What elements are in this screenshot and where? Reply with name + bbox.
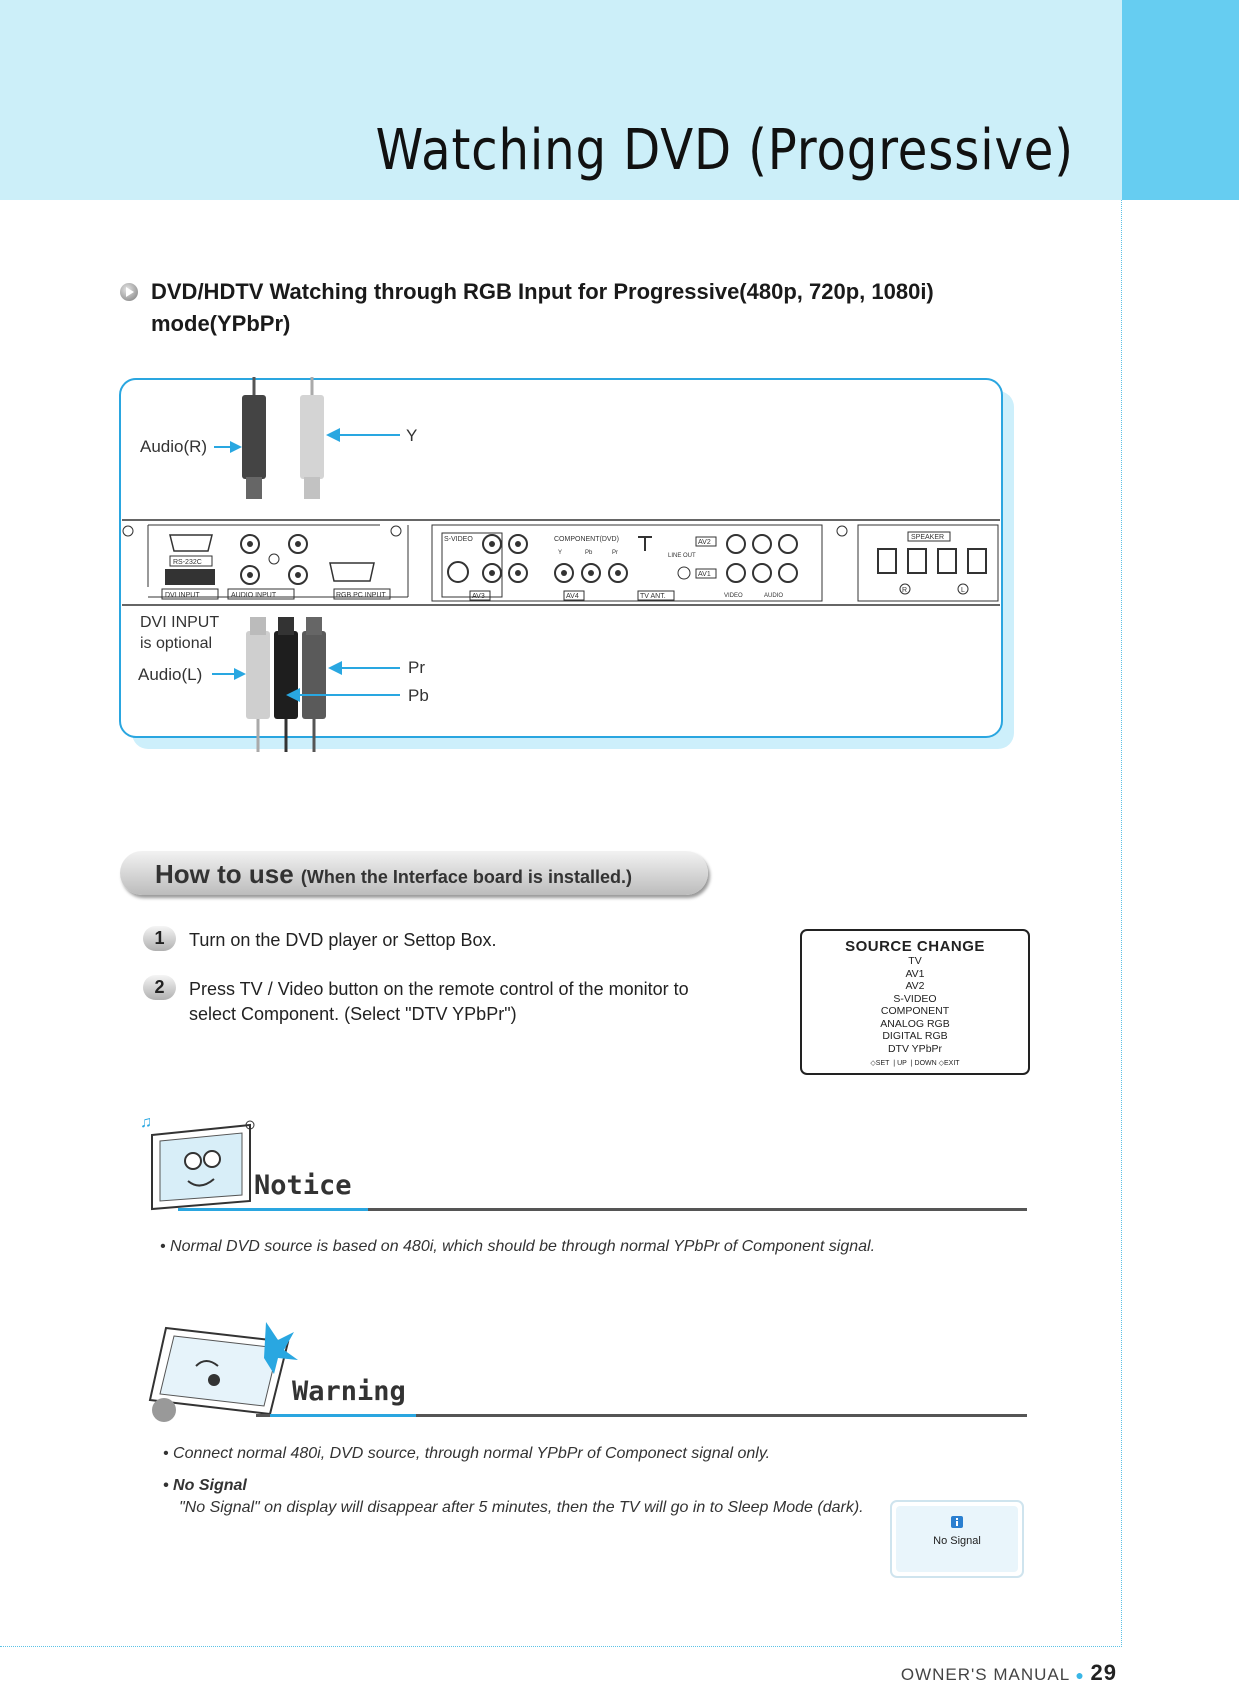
rs232c-label: RS-232C	[173, 559, 202, 566]
header-tab	[1122, 0, 1239, 200]
dvi-input-label: DVI INPUT	[140, 614, 220, 631]
pr-plug	[302, 631, 326, 719]
section-title: DVD/HDTV Watching through RGB Input for Progressive(480p, 720p, 1080i) mode(YPbPr)	[151, 279, 934, 336]
page-footer	[901, 1660, 1117, 1686]
dvi-input-port-label: DVI INPUT	[165, 592, 200, 599]
warning-text-1: • Connect normal 480i, DVD source, through normal YPbPr of Componect signal only.	[163, 1445, 771, 1462]
warning-no-signal-heading: • No Signal	[163, 1477, 247, 1494]
audio-r-label: Audio(R)	[140, 437, 208, 456]
source-item: DTV YPbPr	[887, 1042, 943, 1055]
pb-plug	[274, 631, 298, 719]
source-change-title: SOURCE CHANGE	[845, 938, 985, 955]
step-number: 2	[143, 975, 176, 1000]
audio-l-label: Audio(L)	[138, 665, 203, 684]
step-text: Turn on the DVD player or Settop Box.	[189, 930, 497, 950]
pb-label: Pb	[408, 686, 429, 705]
s-video-label: S-VIDEO	[444, 536, 473, 543]
source-item: AV2	[905, 980, 925, 992]
svg-text:♫: ♫	[140, 1114, 152, 1131]
how-to-use-subtitle: (When the Interface board is installed.)	[300, 867, 632, 887]
y-label: Y	[406, 426, 418, 445]
warning-title: Warning	[292, 1376, 406, 1407]
audio-input-port-label: AUDIO INPUT	[231, 592, 277, 599]
page-number: 29	[1090, 1660, 1117, 1685]
component-label: COMPONENT(DVD)	[554, 536, 619, 543]
svg-text:Y: Y	[558, 550, 563, 556]
warning-rule-accent	[270, 1414, 416, 1417]
svg-text:R: R	[902, 587, 908, 594]
svg-text:AV3: AV3	[472, 593, 485, 600]
section-bullet-icon	[120, 283, 138, 301]
svg-text:AV1: AV1	[698, 571, 711, 578]
source-item: S-VIDEO	[893, 992, 937, 1005]
page-title: Watching DVD (Progressive)	[375, 118, 1074, 183]
step-text: Press TV / Video button on the remote control of the monitor to select Component. (Select "DTV YPbPr")	[189, 979, 689, 1024]
svg-text:Pr: Pr	[612, 550, 618, 556]
source-change-menu	[800, 929, 1030, 1075]
pr-label: Pr	[408, 658, 425, 677]
speaker-label: SPEAKER	[911, 534, 945, 541]
notice-title: Notice	[254, 1170, 352, 1201]
svg-text:Pb: Pb	[585, 550, 593, 556]
source-item: COMPONENT	[880, 1005, 950, 1017]
right-dotted-border	[1121, 200, 1122, 1647]
warning-text-2: "No Signal" on display will disappear after 5 minutes, then the TV will go in to Sleep Mode (dark).	[179, 1499, 864, 1516]
source-item: AV1	[905, 967, 925, 980]
no-signal-dialog	[890, 1500, 1024, 1578]
notice-rule	[256, 1208, 1027, 1211]
no-signal-text: No Signal	[933, 1535, 981, 1547]
connection-diagram	[118, 377, 1014, 752]
dvi-optional-label: is optional	[140, 635, 213, 652]
svg-text:AUDIO: AUDIO	[764, 593, 784, 599]
audio-r-plug	[242, 395, 266, 479]
footer-label: OWNER'S MANUAL	[900, 1665, 1070, 1684]
svg-text:TV ANT.: TV ANT.	[640, 593, 666, 600]
source-item: TV	[908, 955, 922, 967]
notice-text: • Normal DVD source is based on 480i, which should be through normal YPbPr of Component signal.	[160, 1238, 876, 1255]
source-item: ANALOG RGB	[880, 1017, 950, 1030]
svg-text:AV2: AV2	[698, 539, 711, 546]
source-item: DIGITAL RGB	[882, 1030, 948, 1042]
svg-text:VIDEO: VIDEO	[724, 593, 743, 599]
bottom-dotted-border	[0, 1646, 1122, 1647]
how-to-use-heading: How to use (When the Interface board is installed.)	[155, 859, 632, 889]
rgb-pc-input-port-label: RGB PC INPUT	[336, 592, 386, 599]
source-change-footer: ◇SET ❘UP ❘DOWN ◇EXIT	[870, 1060, 960, 1067]
svg-text:LINE OUT: LINE OUT	[668, 553, 696, 559]
warning-tv-mascot-icon	[138, 1322, 298, 1422]
audio-l-plug	[246, 631, 270, 719]
how-to-use-banner	[120, 851, 708, 895]
notice-tv-mascot-icon	[138, 1105, 268, 1215]
svg-text:AV4: AV4	[566, 593, 579, 600]
info-icon	[951, 1516, 963, 1528]
notice-rule-accent	[178, 1208, 368, 1211]
step-number: 1	[143, 926, 176, 951]
y-plug	[300, 395, 324, 479]
footer-dot-icon: ●	[1075, 1667, 1085, 1683]
svg-text:L: L	[961, 587, 965, 594]
